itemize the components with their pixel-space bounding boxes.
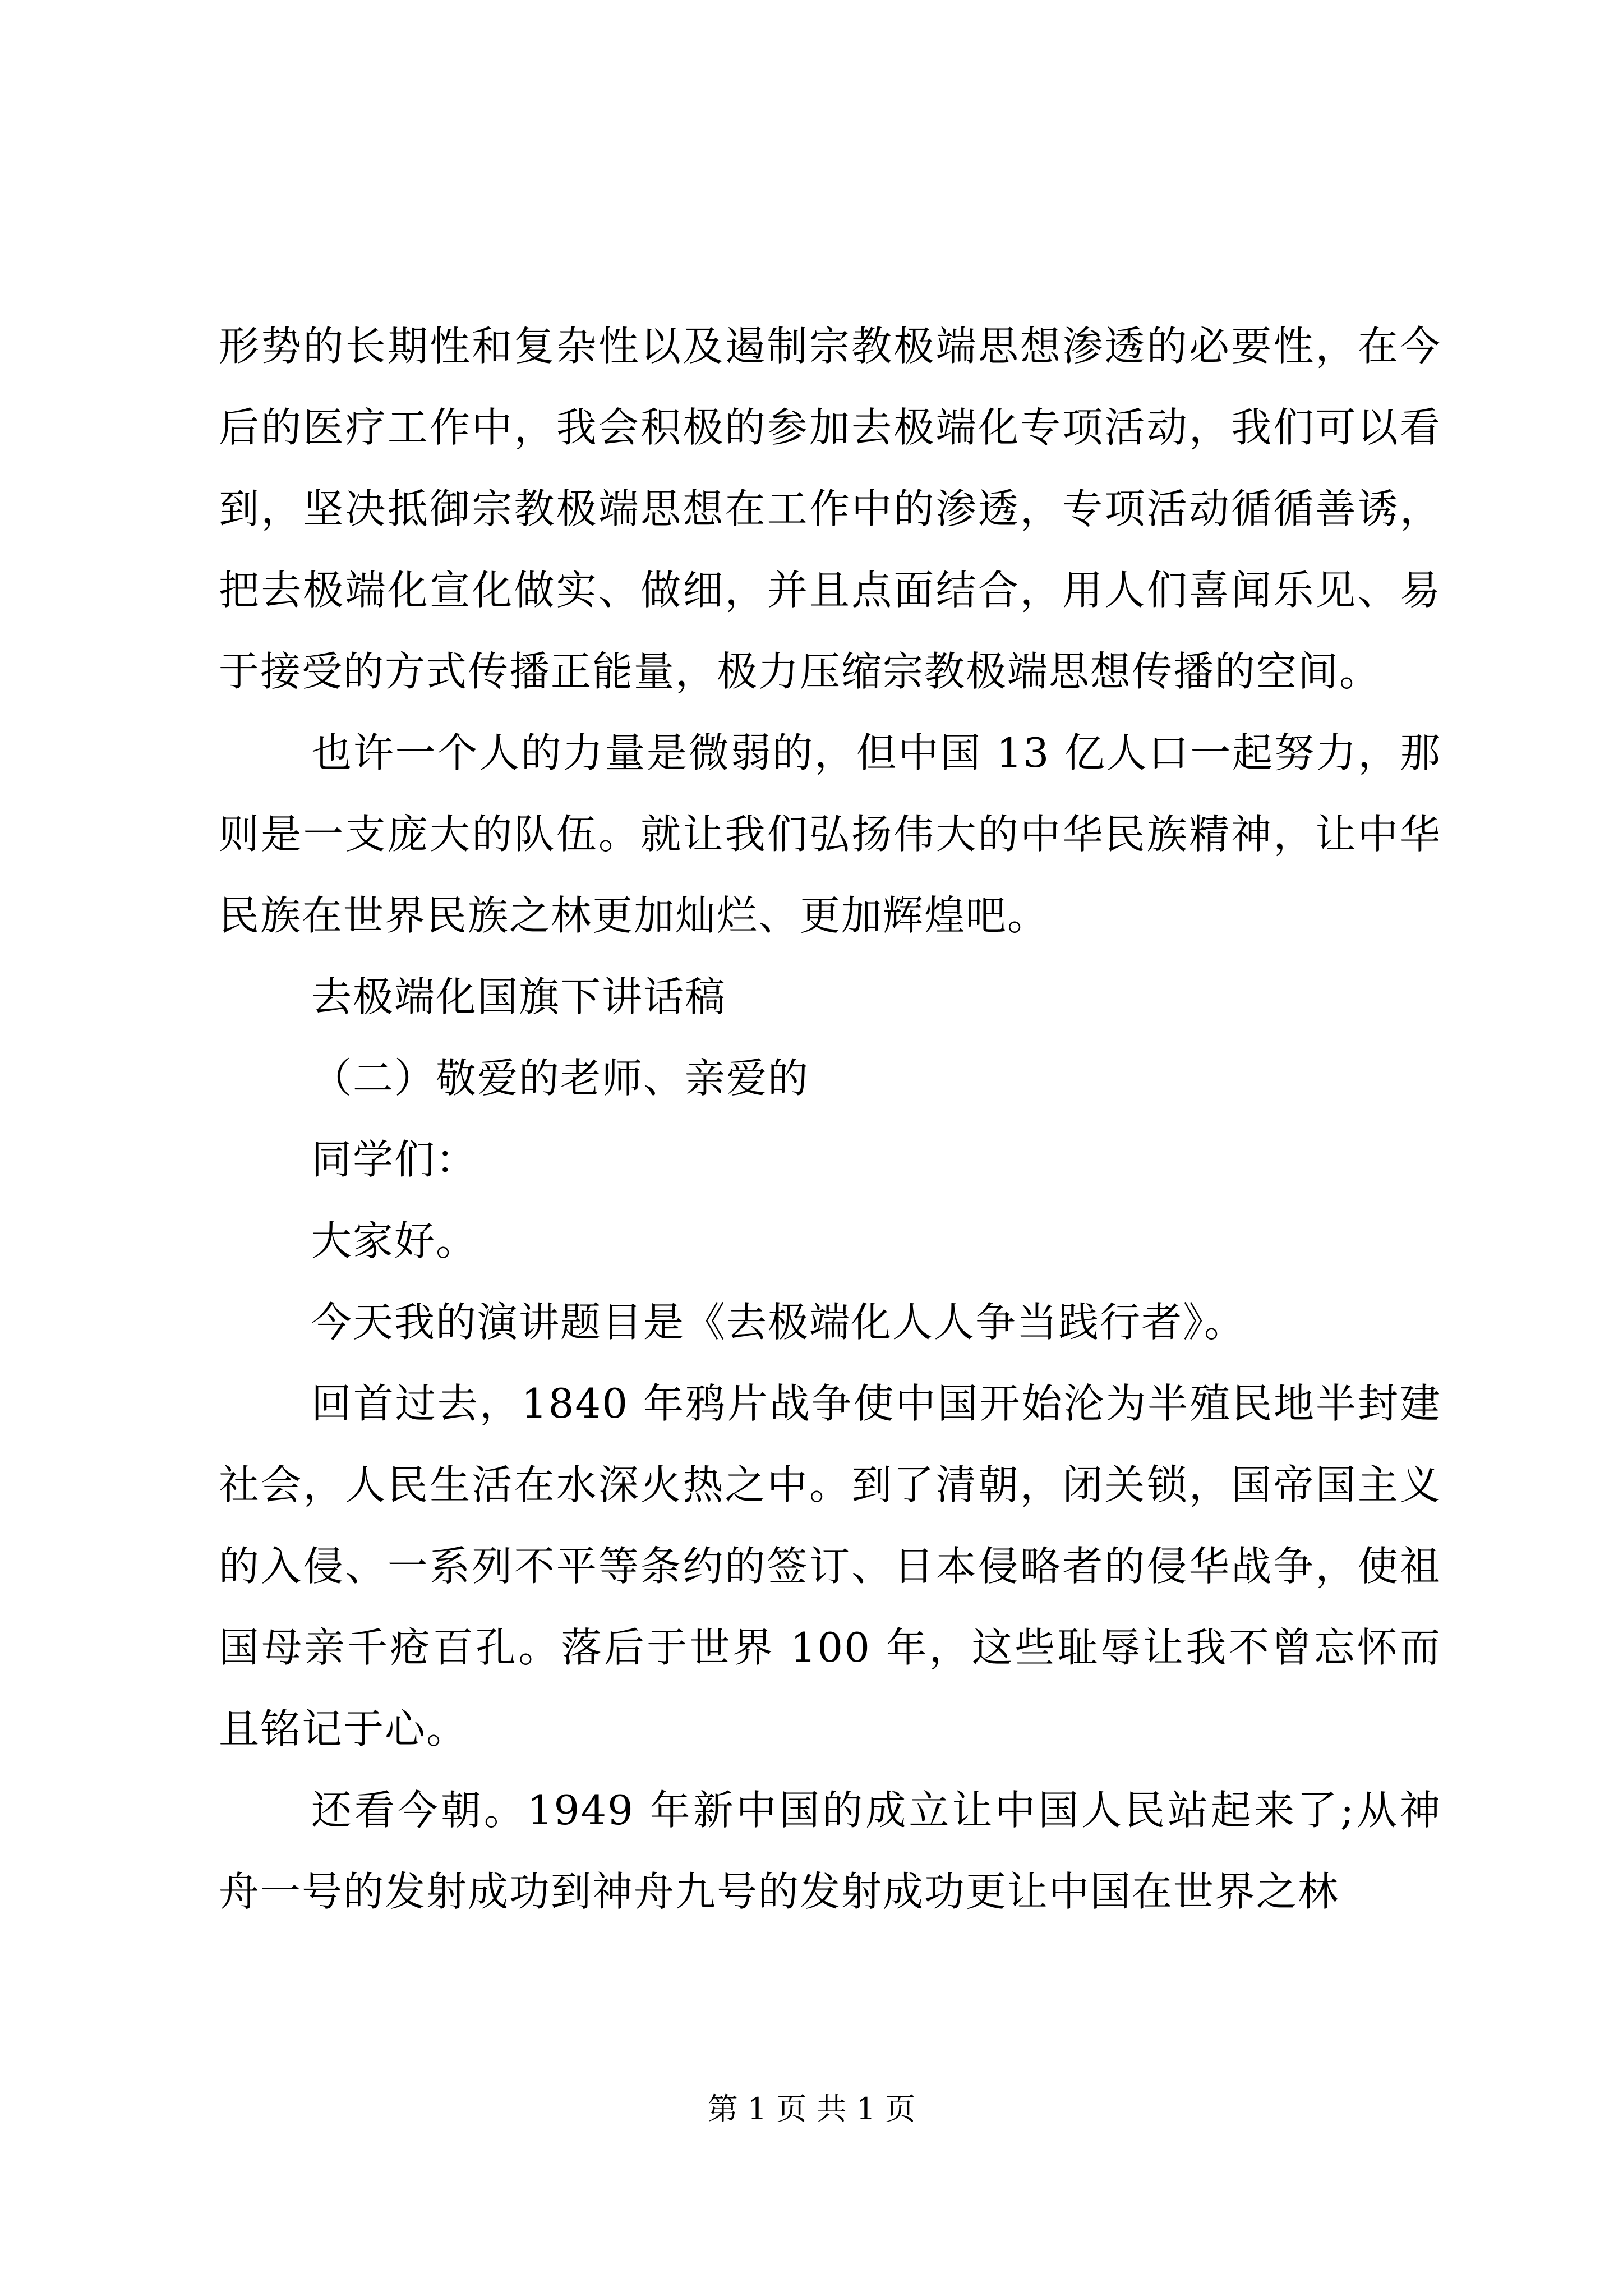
paragraph: 今天我的演讲题目是《去极端化人人争当践行者》。 xyxy=(311,1299,1246,1346)
page-footer: 第 1 页 共 1 页 xyxy=(707,2091,916,2127)
paragraph: 同学们： xyxy=(311,1136,478,1183)
paragraph: 也许一个人的力量是微弱的，但中国 13 亿人口一起努力，那则是一支庞大的队伍。就让我们弘扬伟大的中华民族精神，让中华民族在世界民族之林更加灿烂、更加辉煌吧。 xyxy=(219,729,1441,939)
paragraph: 回首过去，1840 年鸦片战争使中国开始沦为半殖民地半封建社会，人民生活在水深火热之中。到了清朝，闭关锁，国帝国主义的入侵、一系列不平等条约的签订、日本侵略者的侵华战争，使祖国母亲千疮百孔。落后于世界 100 年，这些耻辱让我不曾忘怀而且铭记于心。 xyxy=(219,1380,1441,1752)
section-heading: 去极端化国旗下讲话稿 xyxy=(311,973,727,1020)
document-body xyxy=(219,306,1441,1932)
paragraph: （二）敬爱的老师、亲爱的 xyxy=(311,1055,810,1102)
paragraph: 大家好。 xyxy=(311,1217,478,1264)
paragraph: 还看今朝。1949 年新中国的成立让中国人民站起来了;从神舟一号的发射成功到神舟九号的发射成功更让中国在世界之林 xyxy=(219,1787,1441,1915)
paragraph: 形势的长期性和复杂性以及遏制宗教极端思想渗透的必要性，在今后的医疗工作中，我会积极的参加去极端化专项活动，我们可以看到，坚决抵御宗教极端思想在工作中的渗透，专项活动循循善诱，把去极端化宣化做实、做细，并且点面结合，用人们喜闻乐见、易于接受的方式传播正能量，极力压缩宗教极端思想传播的空间。 xyxy=(219,323,1441,695)
